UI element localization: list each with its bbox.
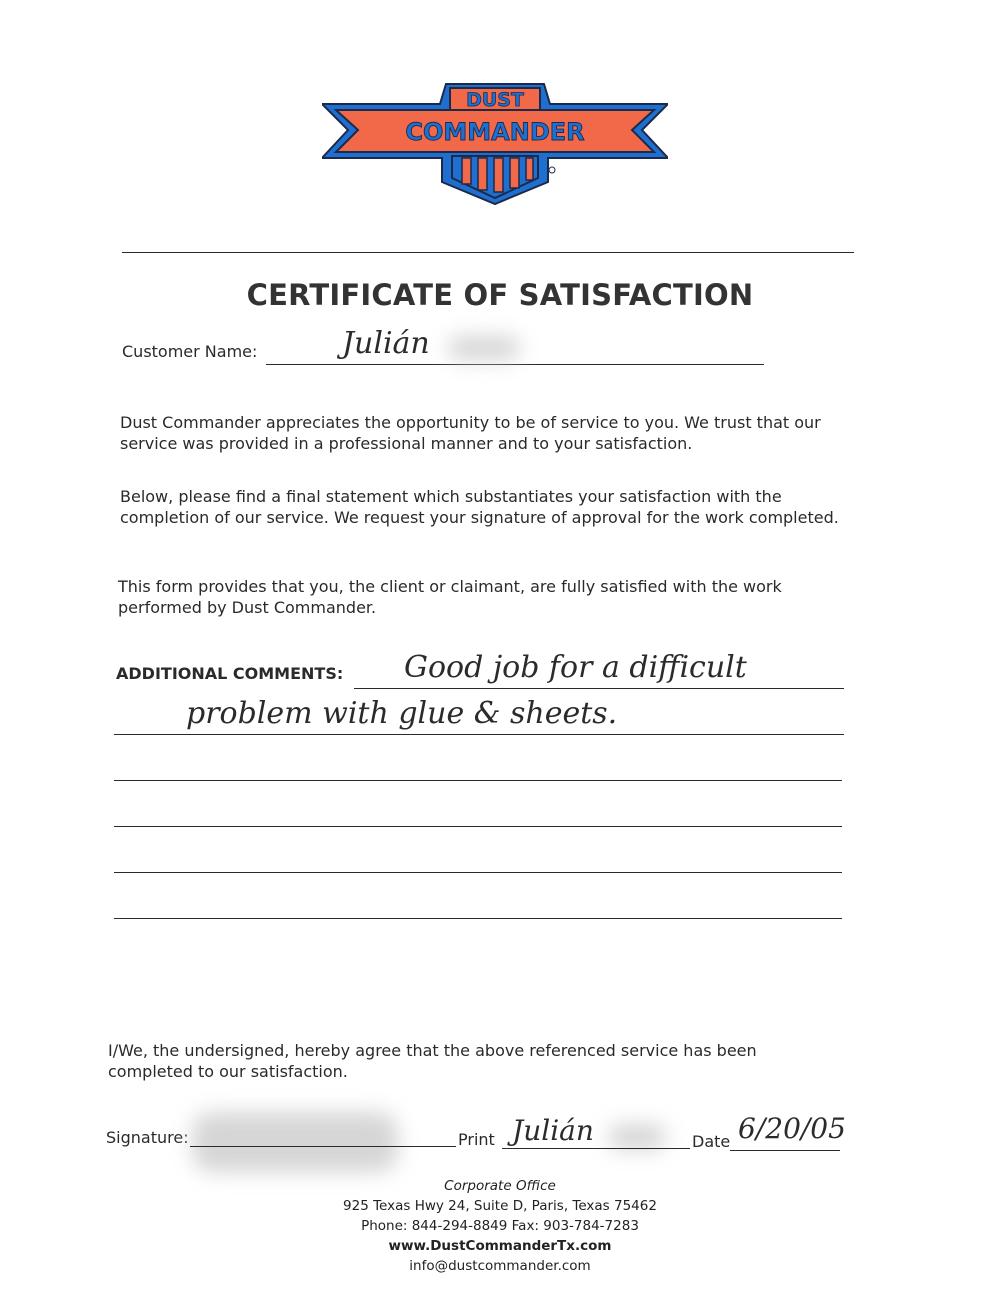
corporate-footer [0,1176,1000,1276]
logo-line2: COMMANDER [405,118,585,146]
print-line [502,1148,690,1149]
footer-address: 925 Texas Hwy 24, Suite D, Paris, Texas 75462 [343,1198,657,1214]
signature-redaction [192,1112,398,1172]
footer-office: Corporate Office [444,1178,556,1194]
comment-line-1 [354,688,844,689]
comment-line-6 [114,918,842,919]
print-label: Print [458,1130,495,1149]
comment-line-3 [114,780,842,781]
intro-paragraph: Dust Commander appreciates the opportunity to be of service to you. We trust that our service was provided in a professional manner and to your satisfaction. [120,413,821,453]
customer-surname-redaction [448,336,520,360]
print-surname-redaction [608,1124,666,1150]
comment-handwritten-1: Good job for a difficult [404,650,747,685]
comment-line-4 [114,826,842,827]
signature-label: Signature: [106,1128,189,1147]
customer-name-label: Customer Name: [122,342,258,361]
logo-line1: DUST [466,89,524,111]
form-purpose-paragraph: This form provides that you, the client or claimant, are fully satisfied with the work performed by Dust Commander. [118,577,782,617]
date-line [730,1150,840,1151]
agreement-paragraph: I/We, the undersigned, hereby agree that the above referenced service has been completed to our satisfaction. [108,1041,757,1081]
signature-line [190,1146,456,1147]
footer-website-link[interactable]: www.DustCommanderTx.com [388,1238,612,1254]
footer-email-link[interactable]: info@dustcommander.com [409,1258,591,1274]
date-handwritten: 6/20/05 [738,1112,846,1145]
comment-line-5 [114,872,842,873]
statement-paragraph: Below, please find a final statement which substantiates your satisfaction with the completion of our service. We request your signature of approval for the work completed. [120,487,839,527]
footer-phone: Phone: 844-294-8849 Fax: 903-784-7283 [361,1218,639,1234]
comment-line-2 [114,734,844,735]
comment-handwritten-2: problem with glue & sheets. [186,696,618,731]
header-rule [122,252,854,253]
registered-mark-icon [549,167,555,173]
customer-name-line [266,364,764,365]
print-handwritten: Julián [512,1114,594,1147]
date-label: Date [692,1132,731,1151]
page-title: CERTIFICATE OF SATISFACTION [246,278,754,312]
dust-commander-logo [322,82,668,206]
additional-comments-label: ADDITIONAL COMMENTS: [116,664,344,683]
customer-name-handwritten: Julián [342,326,430,361]
